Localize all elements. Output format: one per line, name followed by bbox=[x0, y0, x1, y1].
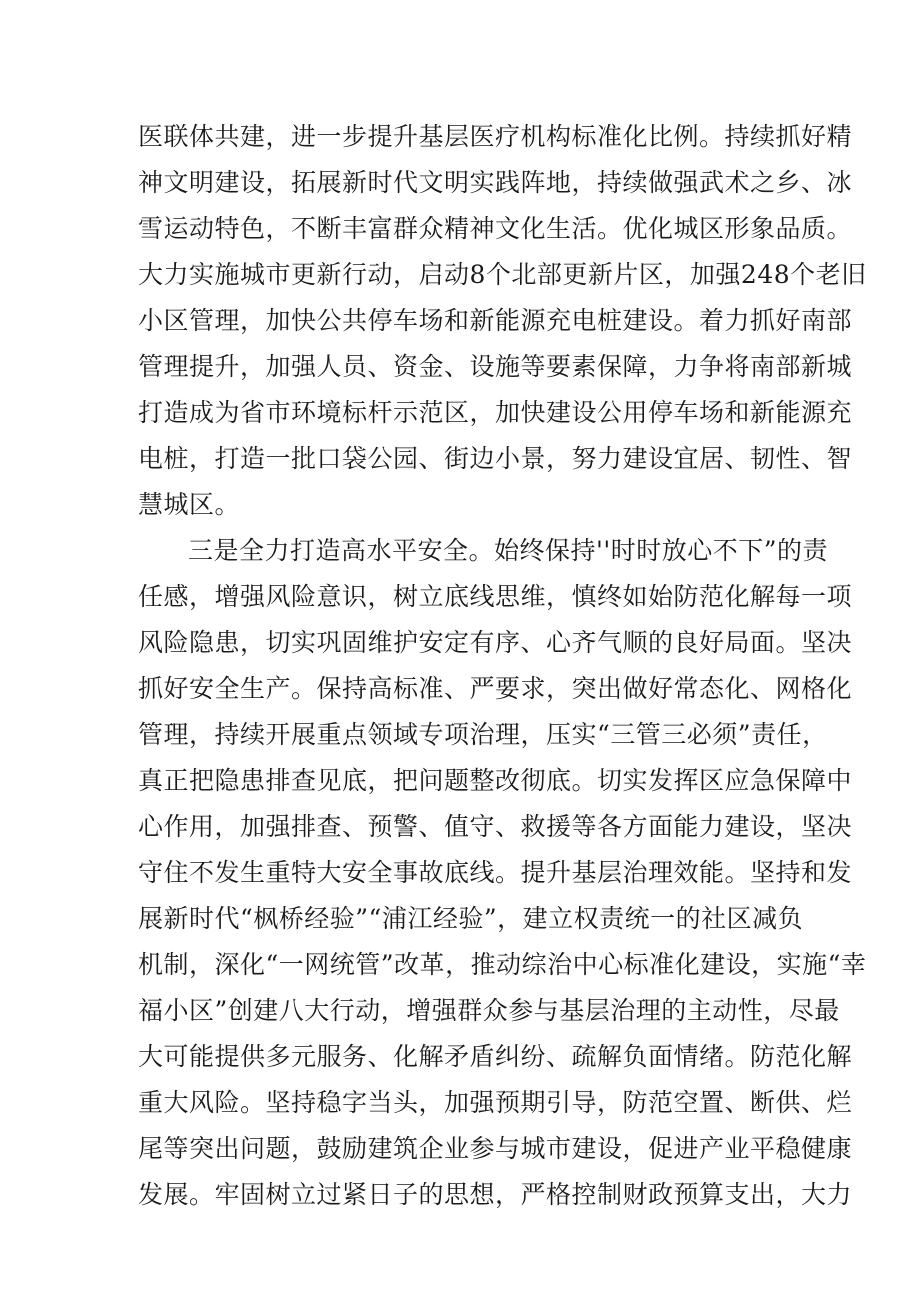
text-line: 打造成为省市环境标杆示范区，加快建设公用停车场和新能源充 bbox=[138, 398, 853, 427]
paragraph-first-line: 三是全力打造高水平安全。始终保持''时时放心不下”的责 bbox=[188, 536, 829, 565]
text-line: 重大风险。坚持稳字当头，加强预期引导，防范空置、断供、烂 bbox=[138, 1088, 853, 1117]
text-line: 抓好安全生产。保持高标准、严要求，突出做好常态化、网格化 bbox=[138, 674, 853, 703]
text-line: 小区管理，加快公共停车场和新能源充电桩建设。着力抓好南部 bbox=[138, 306, 853, 335]
text-line: 慧城区。 bbox=[138, 490, 241, 519]
text-line: 电桩，打造一批口袋公园、街边小景，努力建设宜居、韧性、智 bbox=[138, 444, 853, 473]
text-line: 发展。牢固树立过紧日子的思想，严格控制财政预算支出，大力 bbox=[138, 1180, 853, 1209]
text-line: 真正把隐患排查见底，把问题整改彻底。切实发挥区应急保障中 bbox=[138, 766, 853, 795]
text-line: 展新时代“枫桥经验”“浦江经验”，建立权责统一的社区减负 bbox=[138, 904, 804, 933]
text-line: 雪运动特色，不断丰富群众精神文化生活。优化城区形象品质。 bbox=[138, 214, 853, 243]
text-line: 心作用，加强排查、预警、值守、救援等各方面能力建设，坚决 bbox=[138, 812, 853, 841]
text-line: 守住不发生重特大安全事故底线。提升基层治理效能。坚持和发 bbox=[138, 858, 853, 887]
text-line: 机制，深化“一网统管”改革，推动综治中心标准化建设，实施“幸 bbox=[138, 950, 867, 979]
text-line: 风险隐患，切实巩固维护安定有序、心齐气顺的良好局面。坚决 bbox=[138, 628, 853, 657]
text-line: 管理，持续开展重点领域专项治理，压实“三管三必须”责任， bbox=[138, 720, 828, 749]
text-line: 神文明建设，拓展新时代文明实践阵地，持续做强武术之乡、冰 bbox=[138, 168, 853, 197]
text-line: 大可能提供多元服务、化解矛盾纠纷、疏解负面情绪。防范化解 bbox=[138, 1042, 853, 1071]
text-line: 尾等突出问题，鼓励建筑企业参与城市建设，促进产业平稳健康 bbox=[138, 1134, 853, 1163]
text-line: 大力实施城市更新行动，启动8个北部更新片区，加强248个老旧 bbox=[138, 260, 867, 289]
text-line: 任感，增强风险意识，树立底线思维，慎终如始防范化解每一项 bbox=[138, 582, 853, 611]
text-line: 管理提升，加强人员、资金、设施等要素保障，力争将南部新城 bbox=[138, 352, 853, 381]
text-line: 医联体共建，进一步提升基层医疗机构标准化比例。持续抓好精 bbox=[138, 122, 853, 151]
text-line: 福小区”创建八大行动，增强群众参与基层治理的主动性，尽最 bbox=[138, 996, 840, 1025]
